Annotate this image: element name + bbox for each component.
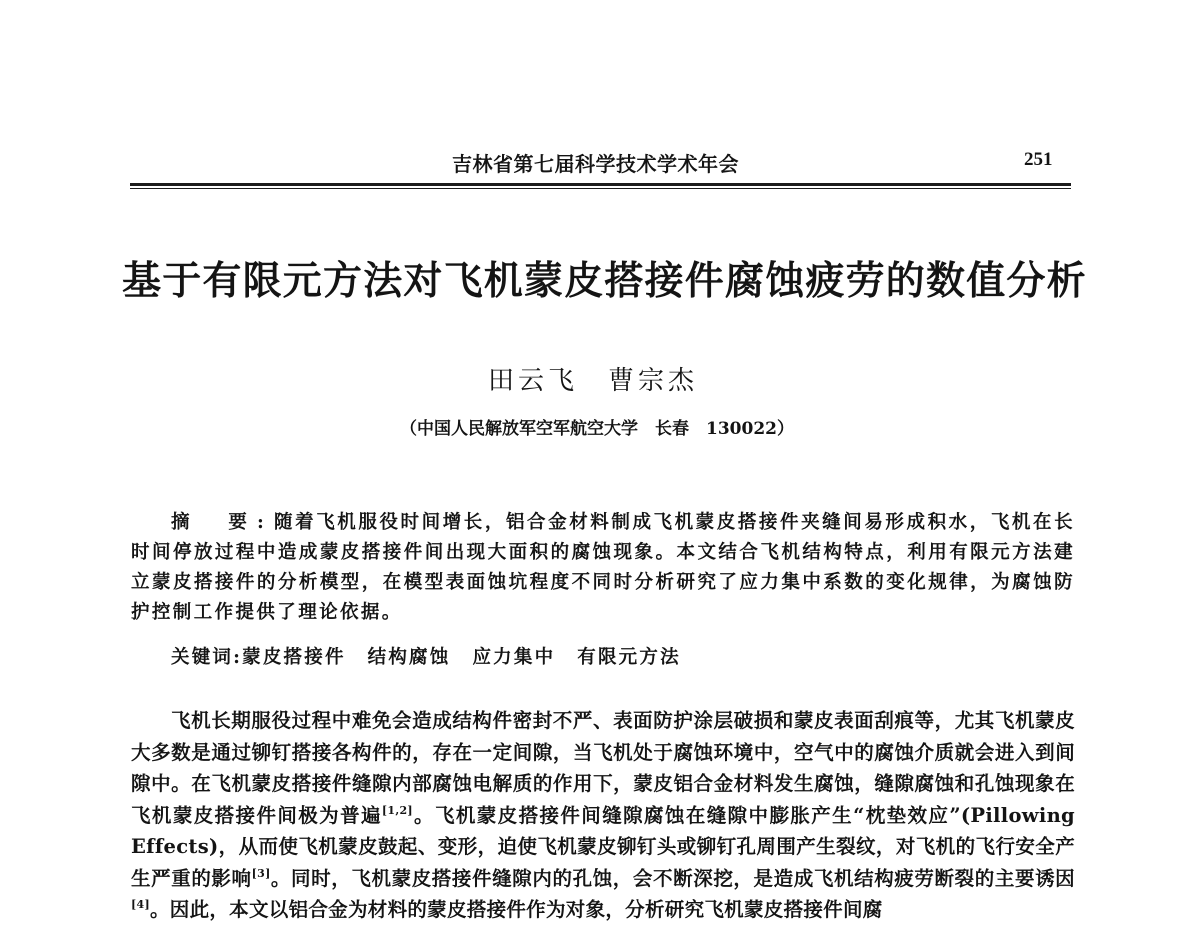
citation-ref: [1,2] bbox=[381, 803, 413, 817]
keyword-item: 结构腐蚀 bbox=[367, 647, 451, 668]
body-paragraph bbox=[131, 705, 1075, 926]
page-number: 251 bbox=[1024, 149, 1053, 170]
abstract-label: 摘 要: bbox=[171, 512, 274, 533]
body-text-segment: 。飞机蒙皮搭接件间缝隙腐蚀在缝隙中膨胀产生“枕垫效应”(Pillowing Effects)，从而使飞机蒙皮鼓起、变形，迫使飞机蒙皮铆钉头或铆钉孔周围产生裂纹，对飞机的飞行安全产生严重的影响 bbox=[131, 803, 1075, 890]
citation-ref: [3] bbox=[251, 866, 271, 880]
affiliation: （中国人民解放军空军航空大学 长春 130022） bbox=[400, 419, 794, 439]
citation-ref: [4] bbox=[131, 898, 150, 911]
keyword-item: 有限元方法 bbox=[577, 647, 681, 668]
keyword-item: 应力集中 bbox=[472, 647, 556, 668]
abstract bbox=[131, 508, 1075, 628]
body-text-segment: 。因此，本文以铝合金为材料的蒙皮搭接件作为对象，分析研究飞机蒙皮搭接件间腐 bbox=[149, 898, 883, 921]
body-text-segment: 。同时，飞机蒙皮搭接件缝隙内的孔蚀，会不断深挖，是造成飞机结构疲劳断裂的主要诱因 bbox=[270, 866, 1075, 890]
running-title: 吉林省第七届科学技术学术年会 bbox=[452, 152, 739, 176]
abstract-text: 随着飞机服役时间增长，铝合金材料制成飞机蒙皮搭接件夹缝间易形成积水，飞机在长时间停放过程中造成蒙皮搭接件间出现大面积的腐蚀现象。本文结合飞机结构特点，利用有限元方法建立蒙皮搭接件的分析模型，在模型表面蚀坑程度不同时分析研究了应力集中系数的变化规律，为腐蚀防护控制工作提供了理论依据。 bbox=[131, 512, 1075, 623]
keyword-item: 蒙皮搭接件 bbox=[242, 647, 346, 668]
keywords bbox=[171, 643, 703, 669]
header-rule-thick bbox=[130, 183, 1071, 186]
keywords-label: 关键词: bbox=[171, 647, 243, 668]
authors: 田云飞 曹宗杰 bbox=[488, 366, 699, 396]
paper-title: 基于有限元方法对飞机蒙皮搭接件腐蚀疲劳的数值分析 bbox=[122, 258, 1087, 304]
body-text-segment: 飞机长期服役过程中难免会造成结构件密封不严、表面防护涂层破损和蒙皮表面刮痕等，尤其飞机蒙皮大多数是通过铆钉搭接各构件的，存在一定间隙，当飞机处于腐蚀环境中，空气中的腐蚀介质就会进入到间隙中。在飞机蒙皮搭接件缝隙内部腐蚀电解质的作用下，蒙皮铝合金材料发生腐蚀，缝隙腐蚀和孔蚀现象在飞机蒙皮搭接件间极为普遍 bbox=[131, 709, 1075, 827]
header-rule-thin bbox=[130, 188, 1071, 189]
